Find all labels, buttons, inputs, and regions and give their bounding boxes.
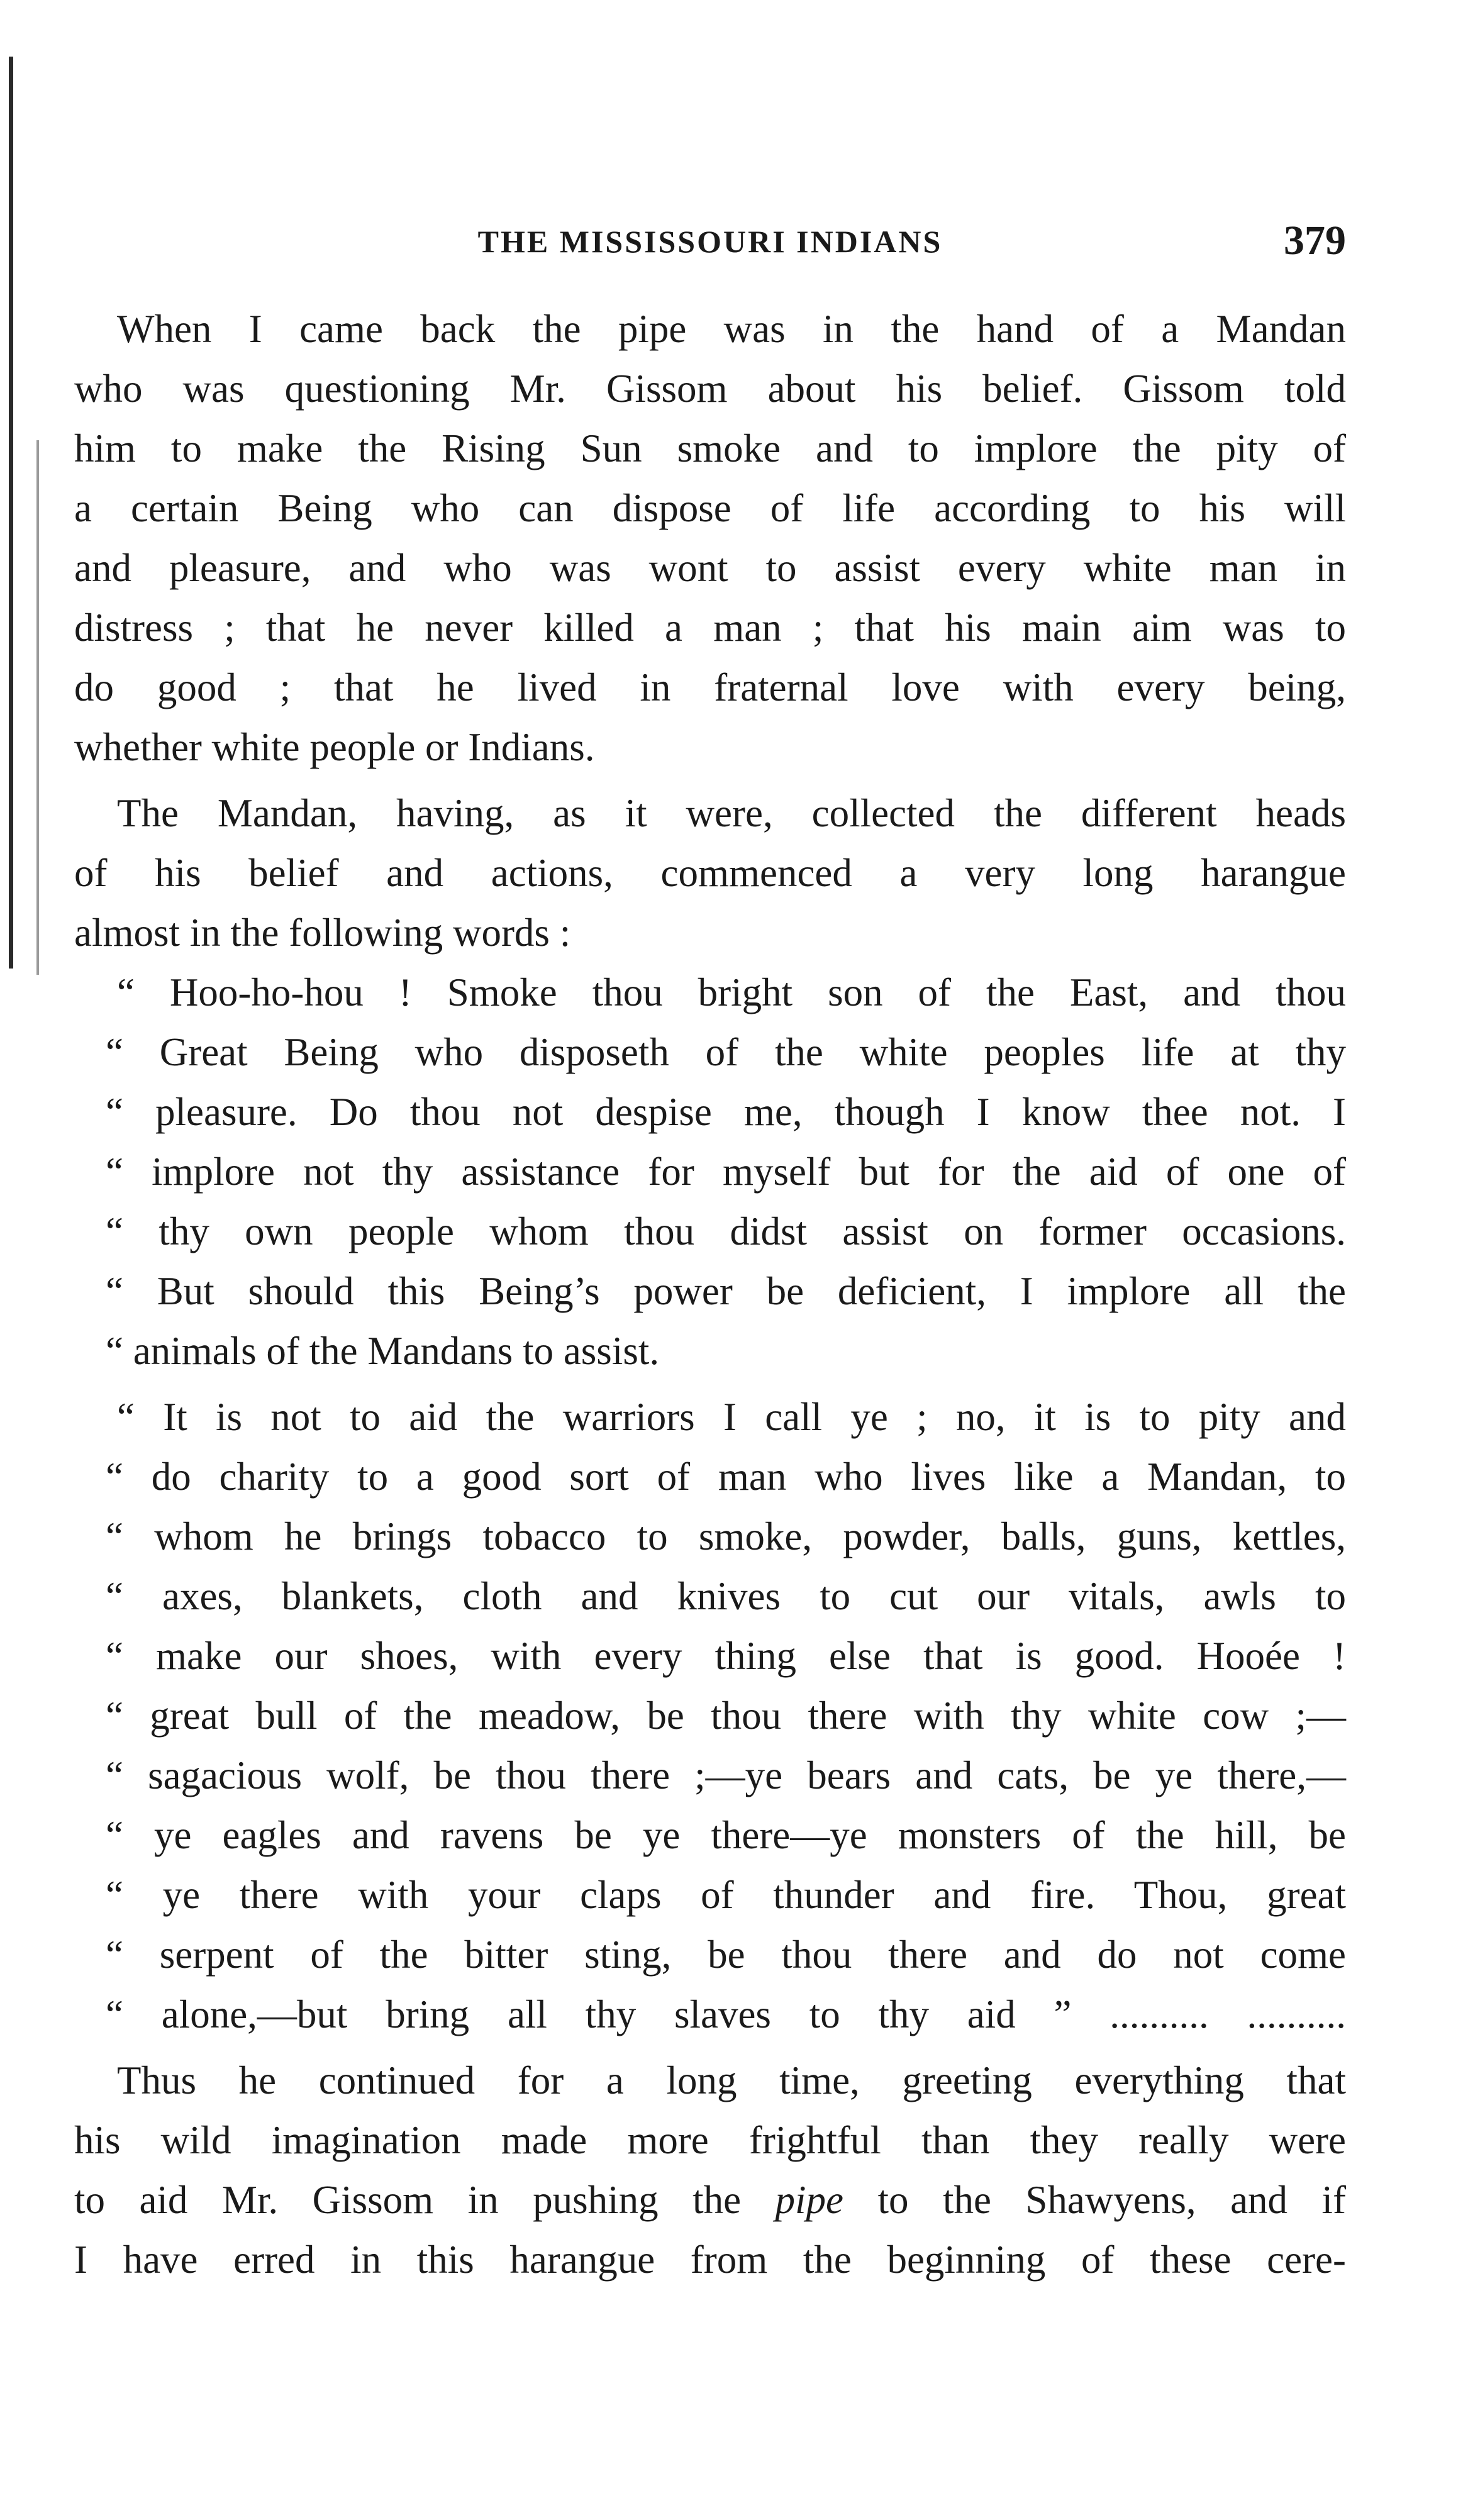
text-line: “ make our shoes, with every thing else that is good. Hooée ! [106, 1634, 1346, 1678]
text-line: “ It is not to aid the warriors I call ye ; no, it is to pity and [117, 1395, 1346, 1439]
text-line: “ ye there with your claps of thunder and fire. Thou, great [106, 1873, 1346, 1917]
text-line: “ axes, blankets, cloth and knives to cut our vitals, awls to [106, 1574, 1346, 1618]
page-number: 379 [1284, 218, 1346, 264]
text-line: him to make the Rising Sun smoke and to implore the pity of [74, 426, 1346, 470]
text-line: and pleasure, and who was wont to assist every white man in [74, 546, 1346, 590]
text-line: When I came back the pipe was in the hand of a Mandan [117, 307, 1346, 351]
page-edge-shadow [36, 440, 39, 975]
running-title: THE MISSISSOURI INDIANS [477, 224, 943, 259]
page-edge-rule [9, 57, 13, 969]
text-line: “ implore not thy assistance for myself but for the aid of one of [106, 1150, 1346, 1194]
text-line: “ alone,—but bring all thy slaves to thy aid ” .......... .......... [106, 1992, 1346, 2036]
text-line: do good ; that he lived in fraternal love with every being, [74, 665, 1346, 709]
text-line: whether white people or Indians. [74, 725, 595, 769]
text-line: of his belief and actions, commenced a very long harangue [74, 851, 1346, 895]
text-line: “ sagacious wolf, be thou there ;—ye bears and cats, be ye there,— [106, 1753, 1346, 1797]
text-line: to aid Mr. Gissom in pushing the pipe to the Shawyens, and if [74, 2178, 1346, 2222]
text-line: Thus he continued for a long time, greeting everything that [117, 2058, 1346, 2102]
text-line: “ great bull of the meadow, be thou there with thy white cow ;— [106, 1694, 1346, 1738]
text-line: “ do charity to a good sort of man who lives like a Mandan, to [106, 1455, 1346, 1499]
text-line: “ But should this Being’s power be deficient, I implore all the [106, 1269, 1346, 1313]
text-line: distress ; that he never killed a man ; that his main aim was to [74, 606, 1346, 650]
text-line: “ Great Being who disposeth of the white peoples life at thy [106, 1030, 1346, 1074]
text-line: a certain Being who can dispose of life according to his will [74, 486, 1346, 530]
text-line: “ serpent of the bitter sting, be thou there and do not come [106, 1933, 1346, 1977]
text-line: “ pleasure. Do thou not despise me, though I know thee not. I [106, 1090, 1346, 1134]
body-text [74, 299, 1346, 2290]
text-line: “ animals of the Mandans to assist. [106, 1329, 660, 1373]
text-line: I have erred in this harangue from the beginning of these cere- [74, 2238, 1346, 2282]
text-line: “ ye eagles and ravens be ye there—ye monsters of the hill, be [106, 1813, 1346, 1857]
text-line: his wild imagination made more frightful than they really were [74, 2118, 1346, 2162]
text-line: who was questioning Mr. Gissom about his belief. Gissom told [74, 367, 1346, 411]
text-line: “ thy own people whom thou didst assist on former occasions. [106, 1209, 1346, 1253]
text-line: The Mandan, having, as it were, collected the different heads [117, 791, 1346, 835]
text-line: “ whom he brings tobacco to smoke, powder, balls, guns, kettles, [106, 1514, 1346, 1558]
running-head [74, 217, 1346, 274]
text-line: “ Hoo-ho-hou ! Smoke thou bright son of the East, and thou [117, 970, 1346, 1014]
text-line: almost in the following words : [74, 911, 571, 955]
